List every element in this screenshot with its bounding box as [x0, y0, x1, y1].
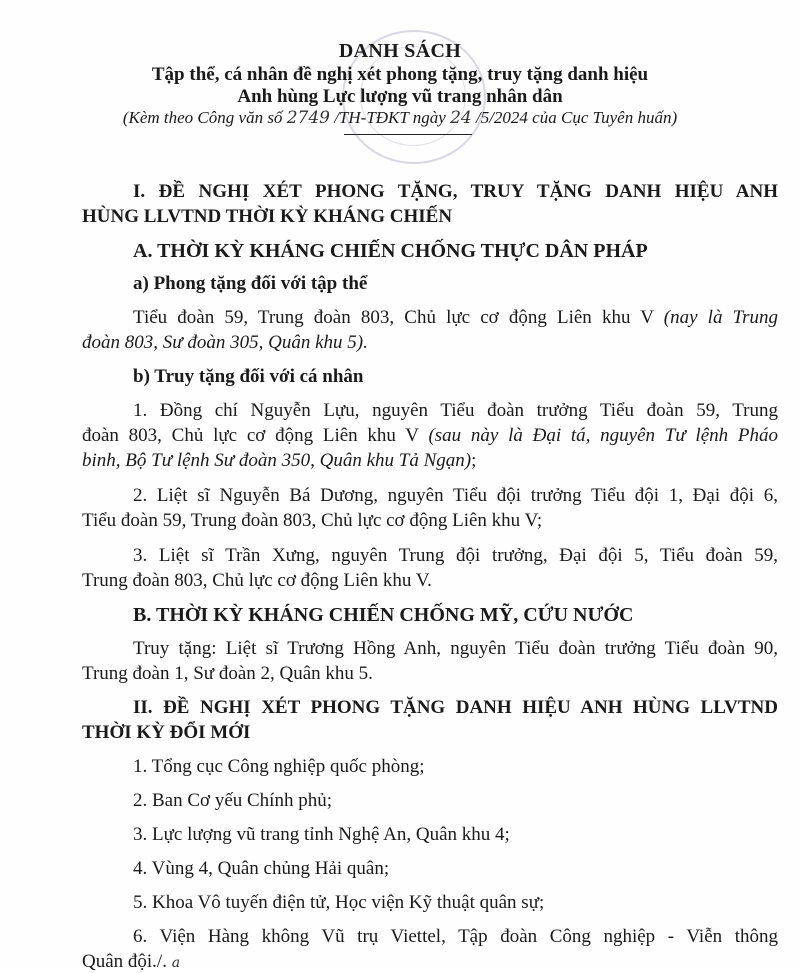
unit-item-6-line1: 6. Viện Hàng không Vũ trụ Viettel, Tập đoàn Công nghiệp - Viễn thông: [133, 926, 778, 947]
handwritten-initials: a: [171, 955, 181, 971]
subsection-b-heading: b) Truy tặng đối với cá nhân: [133, 366, 364, 387]
individual-3-line2: Trung đoàn 803, Chủ lực cơ động Liên khu V.: [82, 570, 432, 591]
individual-1-text: đoàn 803, Chủ lực cơ động Liên khu V: [82, 425, 429, 446]
individual-1-line3: [82, 450, 476, 472]
subsection-a-text: Tiểu đoàn 59, Trung đoàn 803, Chủ lực cơ động Liên khu V: [133, 307, 664, 328]
unit-item-2: 2. Ban Cơ yếu Chính phủ;: [133, 790, 332, 811]
individual-1-line1: 1. Đồng chí Nguyễn Lựu, nguyên Tiểu đoàn trưởng Tiểu đoàn 59, Trung: [133, 400, 778, 421]
reference-day-handwritten: 24: [450, 108, 472, 128]
header-underline: [344, 134, 472, 135]
part-b-line1: Truy tặng: Liệt sĩ Trương Hồng Anh, nguyên Tiểu đoàn trưởng Tiểu đoàn 90,: [133, 638, 778, 659]
part-a-heading: A. THỜI KỲ KHÁNG CHIẾN CHỐNG THỰC DÂN PHÁP: [133, 240, 648, 262]
individual-2-line1: 2. Liệt sĩ Nguyễn Bá Dương, nguyên Tiểu đội trưởng Tiểu đội 1, Đại đội 6,: [133, 485, 778, 506]
individual-2-line2: Tiểu đoàn 59, Trung đoàn 803, Chủ lực cơ động Liên khu V;: [82, 510, 543, 531]
unit-item-1: 1. Tổng cục Công nghiệp quốc phòng;: [133, 756, 425, 777]
document-title: DANH SÁCH: [338, 40, 462, 62]
subsection-a-heading: a) Phong tặng đối với tập thể: [133, 273, 368, 294]
reference-middle: /TH-TĐKT ngày: [329, 108, 451, 127]
individual-1-note-cont: binh, Bộ Tư lệnh Sư đoàn 350, Quân khu Tả Ngạn): [82, 450, 472, 471]
subsection-a-line1: [133, 307, 778, 329]
document-subtitle-line1: Tập thể, cá nhân đề nghị xét phong tặng, truy tặng danh hiệu: [151, 64, 649, 85]
unit-item-5: 5. Khoa Vô tuyến điện tử, Học viện Kỹ thuật quân sự;: [133, 892, 545, 913]
document-subtitle-line2: Anh hùng Lực lượng vũ trang nhân dân: [237, 86, 563, 107]
reference-number-handwritten: 2749: [286, 108, 330, 128]
section-1-heading-line2: HÙNG LLVTND THỜI KỲ KHÁNG CHIẾN: [82, 206, 453, 227]
reference-prefix: (Kèm theo Công văn số: [122, 108, 287, 127]
document-reference: [0, 108, 800, 128]
individual-1-end: ;: [471, 450, 477, 471]
subsection-a-line2: đoàn 803, Sư đoàn 305, Quân khu 5).: [82, 332, 368, 353]
part-b-heading: B. THỜI KỲ KHÁNG CHIẾN CHỐNG MỸ, CỨU NƯỚC: [133, 604, 634, 626]
unit-item-4: 4. Vùng 4, Quân chủng Hải quân;: [133, 858, 390, 879]
individual-3-line1: 3. Liệt sĩ Trần Xưng, nguyên Trung đội trưởng, Đại đội 5, Tiểu đoàn 59,: [133, 545, 778, 566]
part-b-line2: Trung đoàn 1, Sư đoàn 2, Quân khu 5.: [82, 663, 373, 684]
unit-item-6-text: Quân đội./.: [82, 951, 167, 972]
individual-1-note: (sau này là Đại tá, nguyên Tư lệnh Pháo: [428, 425, 778, 446]
unit-item-3: 3. Lực lượng vũ trang tỉnh Nghệ An, Quân khu 4;: [133, 824, 510, 845]
subsection-a-note: (nay là Trung: [663, 307, 778, 328]
unit-item-6-line2: [82, 951, 180, 973]
section-1-heading-line1: I. ĐỀ NGHỊ XÉT PHONG TẶNG, TRUY TẶNG DANH HIỆU ANH: [133, 181, 778, 202]
reference-suffix: /5/2024 của Cục Tuyên huấn): [471, 108, 678, 127]
individual-1-line2: [82, 425, 778, 447]
section-2-heading-line1: II. ĐỀ NGHỊ XÉT PHONG TẶNG DANH HIỆU ANH HÙNG LLVTND: [133, 697, 778, 718]
section-2-heading-line2: THỜI KỲ ĐỔI MỚI: [82, 722, 251, 743]
